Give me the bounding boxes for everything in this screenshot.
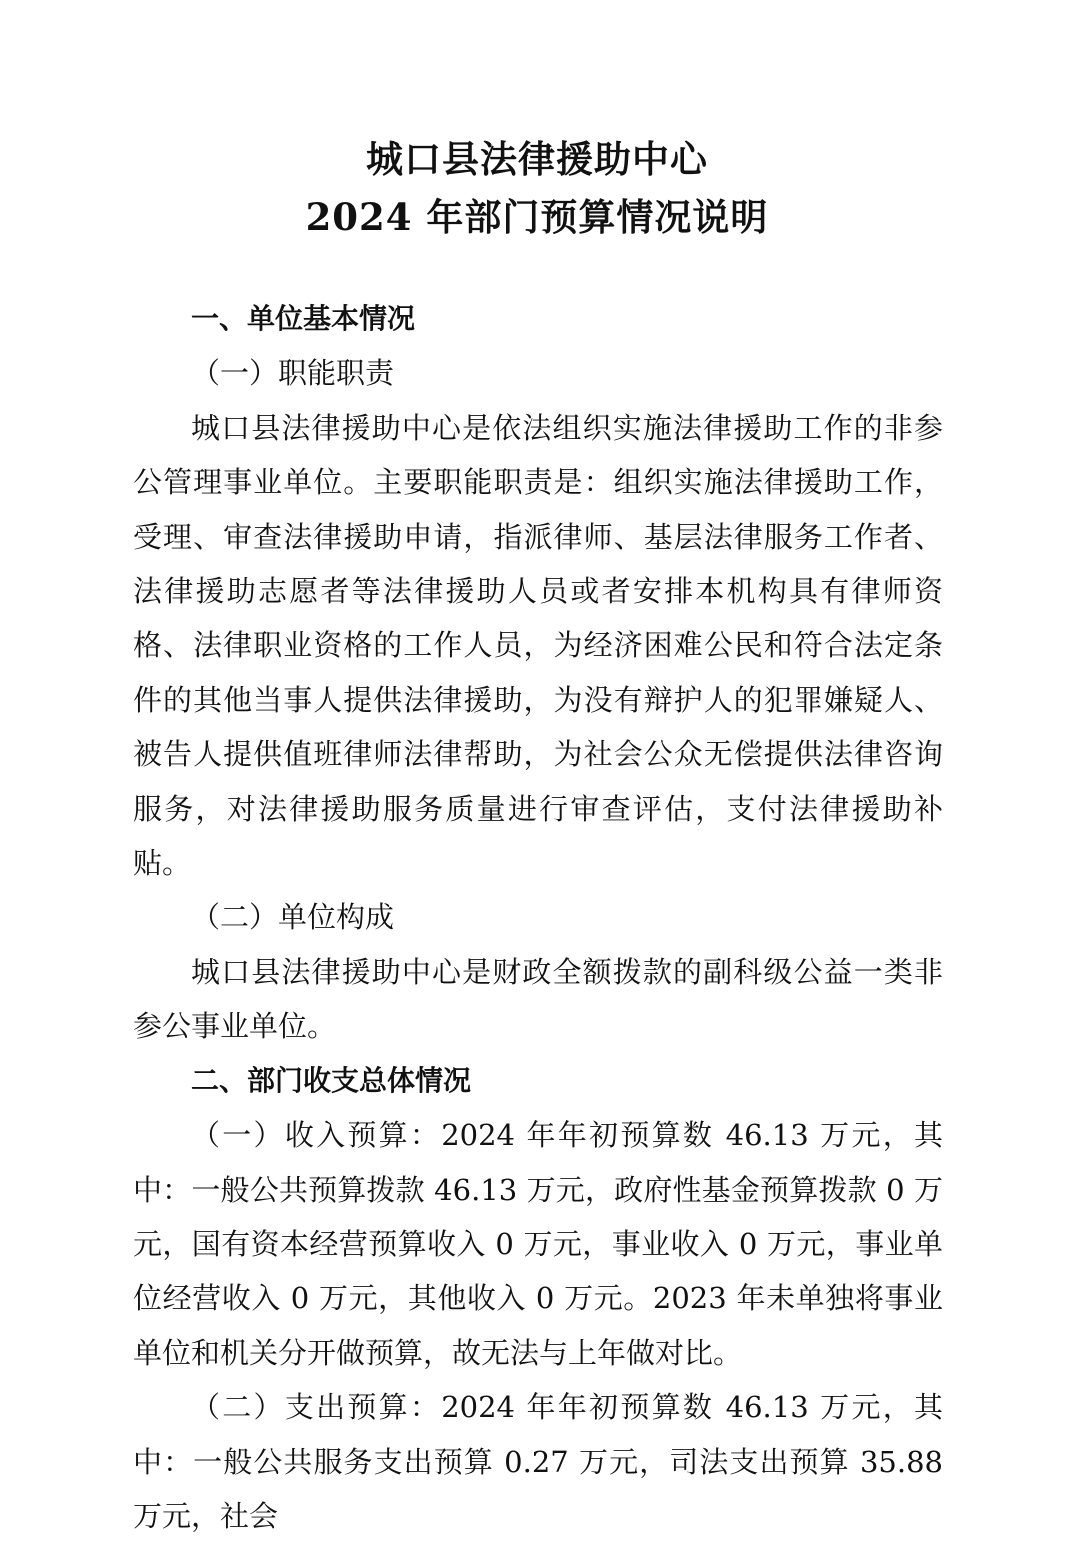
title-line-2: 2024 年部门预算情况说明: [305, 195, 769, 239]
section-heading-budget-overview: 二、部门收支总体情况: [191, 1063, 472, 1097]
paragraph-expenditure-budget: （二）支出预算：2024 年年初预算数 46.13 万元，其中：一般公共服务支出预算 0.27 万元，司法支出预算 35.88 万元，社会: [133, 1390, 943, 1533]
section-heading-basic-info: 一、单位基本情况: [191, 302, 416, 335]
document-title: [0, 130, 1074, 246]
paragraph-functions: 城口县法律援助中心是依法组织实施法律援助工作的非参公管理事业单位。主要职能职责是：组织实施法律援助工作，受理、审查法律援助申请，指派律师、基层法律服务工作者、法律援助志愿者等法律援助人员或者安排本机构具有律师资格、法律职业资格的工作人员，为经济困难公民和符合法定条件的其他当事人提供法律援助，为没有辩护人的犯罪嫌疑人、被告人提供值班律师法律帮助，为社会公众无偿提供法律咨询服务，对法律援助服务质量进行审查评估，支付法律援助补贴。: [133, 410, 943, 881]
document-body: [133, 292, 943, 1543]
paragraph-composition: 城口县法律援助中心是财政全额拨款的副科级公益一类非参公事业单位。: [133, 954, 943, 1044]
paragraph-income-budget: （一）收入预算：2024 年年初预算数 46.13 万元，其中：一般公共预算拨款 46.13 万元，政府性基金预算拨款 0 万元，国有资本经营预算收入 0 万元，事业收入 0 万元，事业单位经营收入 0 万元，其他收入 0 万元。2023 年未单独将事业单位和机关分开做预算，故无法与上年做对比。: [133, 1118, 943, 1370]
subheading-functions: （一）职能职责: [191, 356, 395, 391]
title-line-1: 城口县法律援助中心: [366, 137, 708, 181]
subheading-composition: （二）单位构成: [191, 900, 395, 935]
